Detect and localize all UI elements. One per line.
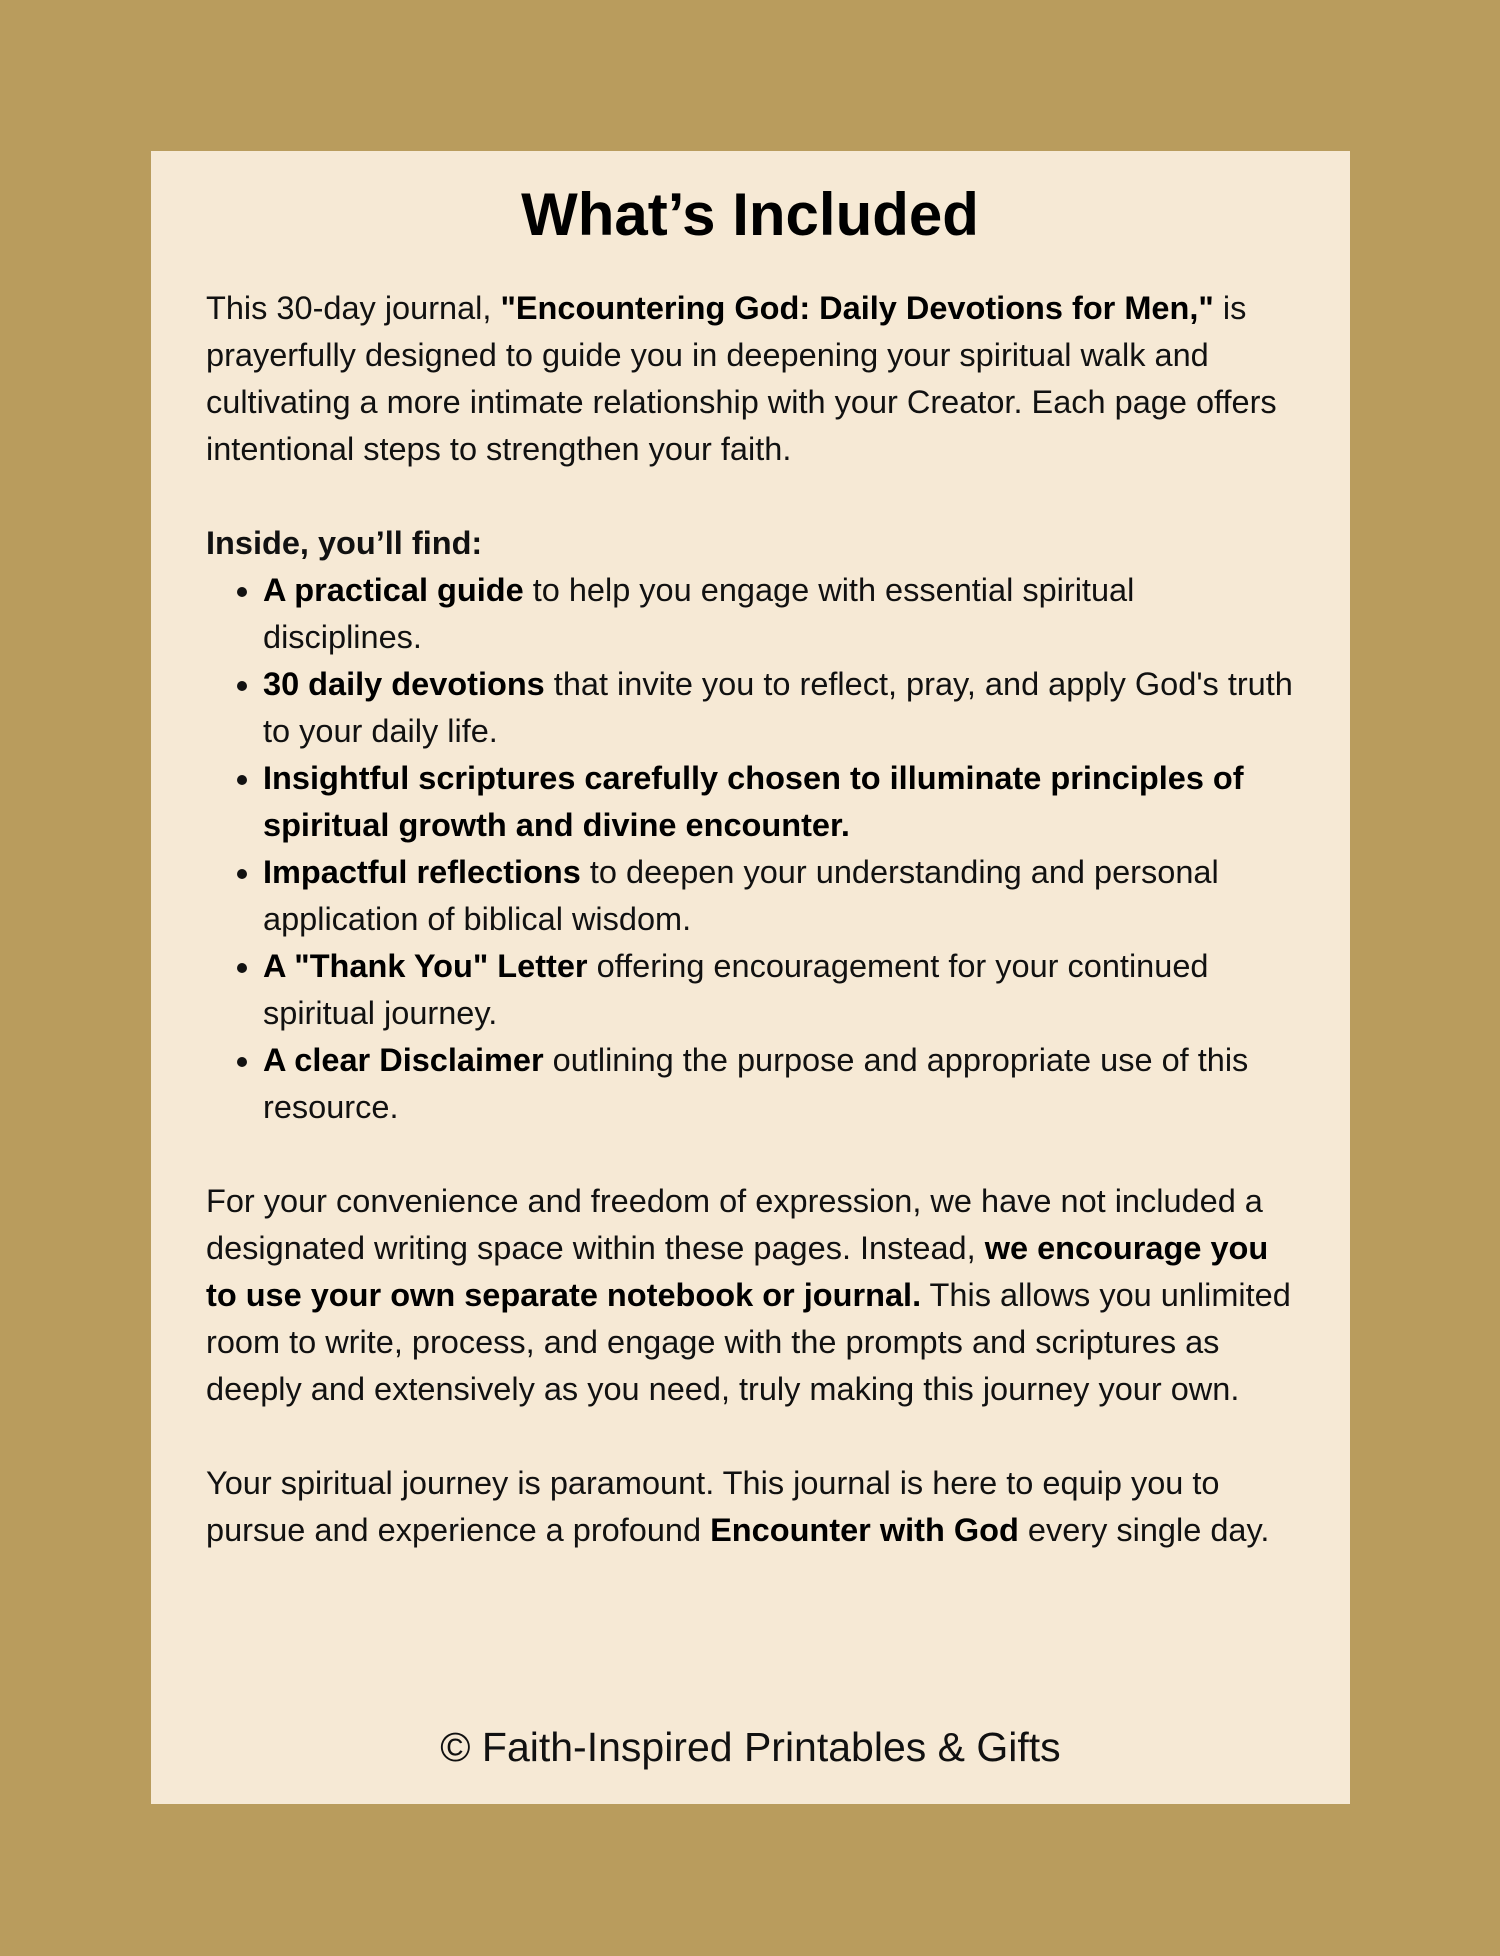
feature-description: to deepen your understanding and personal application of biblical wisdom. (263, 854, 1219, 937)
convenience-emphasis: we encourage you to use your own separate notebook or journal. (206, 1230, 1269, 1313)
feature-description: outlining the purpose and appropriate use of this resource. (263, 1042, 1249, 1125)
feature-description: that invite you to reflect, pray, and apply God's truth to your daily life. (263, 666, 1293, 749)
intro-text-end: is prayerfully designed to guide you in deepening your spiritual walk and cultivating a more intimate relationship with your Creator. Each page offers intentional steps to strengthen your faith. (206, 290, 1277, 467)
feature-daily-devotions (263, 661, 1294, 755)
feature-list (206, 567, 1294, 1131)
convenience-text-end: This allows you unlimited room to write, process, and engage with the prompts and scriptures as deeply and extensively as you need, truly making this journey your own. (206, 1277, 1291, 1407)
convenience-text-start: For your convenience and freedom of expression, we have not included a designated writing space within these pages. Instead, (206, 1183, 1263, 1266)
feature-title: A practical guide (263, 572, 524, 608)
closing-text-start: Your spiritual journey is paramount. This journal is here to equip you to pursue and experience a profound (206, 1465, 1220, 1548)
feature-scriptures (263, 755, 1294, 849)
feature-title: A clear Disclaimer (263, 1042, 544, 1078)
feature-thank-you-letter (263, 943, 1294, 1037)
feature-title: Insightful scriptures carefully chosen to illuminate principles of spiritual growth and divine encounter. (263, 760, 1244, 843)
closing-emphasis: Encounter with God (710, 1512, 1019, 1548)
feature-reflections (263, 849, 1294, 943)
intro-paragraph (206, 285, 1294, 473)
convenience-paragraph (206, 1178, 1294, 1413)
content-card (151, 151, 1350, 1804)
feature-title: Impactful reflections (263, 854, 581, 890)
closing-paragraph (206, 1460, 1294, 1554)
feature-practical-guide (263, 567, 1294, 661)
feature-description: to help you engage with essential spiritual disciplines. (263, 572, 1135, 655)
feature-title: 30 daily devotions (263, 666, 545, 702)
feature-disclaimer (263, 1037, 1294, 1131)
intro-text-start: This 30-day journal, (206, 290, 501, 326)
inside-heading: Inside, you’ll find: (206, 525, 483, 561)
page-title: What’s Included (521, 181, 979, 248)
journal-name: "Encountering God: Daily Devotions for Men," (500, 290, 1214, 326)
copyright-footer: © Faith-Inspired Printables & Gifts (440, 1724, 1061, 1770)
feature-description: offering encouragement for your continued spiritual journey. (263, 948, 1209, 1031)
closing-text-end: every single day. (1018, 1512, 1270, 1548)
feature-title: A "Thank You" Letter (263, 948, 588, 984)
